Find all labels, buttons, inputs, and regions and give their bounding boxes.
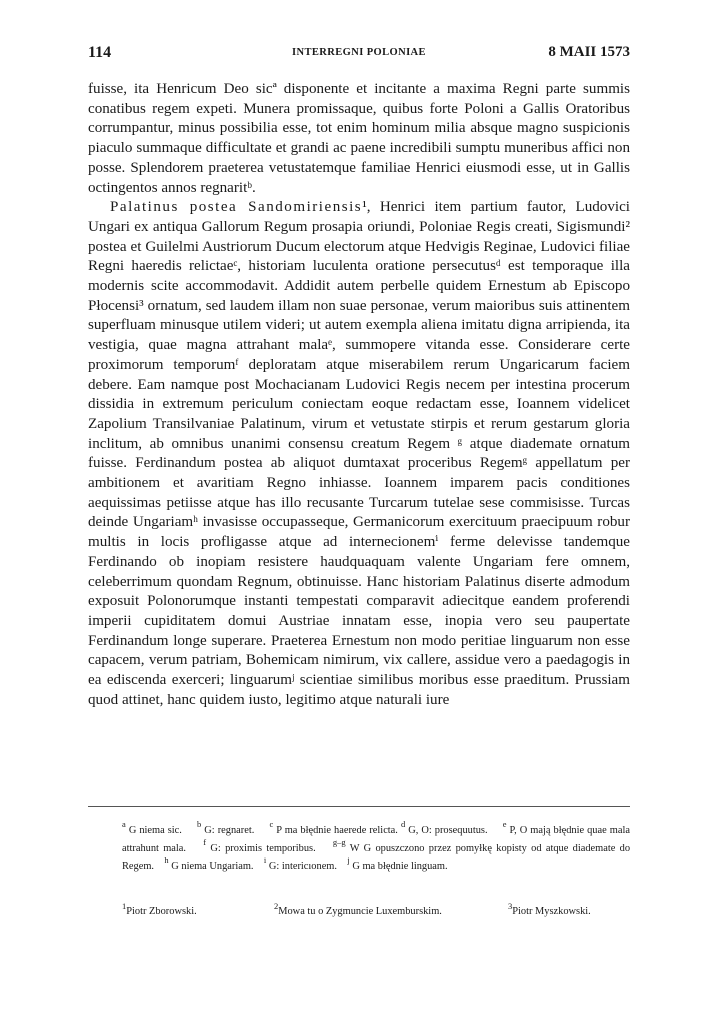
- note-h: G niema Ungariam.: [171, 861, 254, 872]
- note-a: G niema sic.: [128, 825, 182, 836]
- running-title: INTERREGNI POLONIAE: [292, 47, 426, 58]
- page-header: [88, 44, 630, 66]
- reference-1: $^1$ Piotr Zborowski.: [122, 901, 197, 917]
- note-b: G: regnaret.: [204, 825, 255, 836]
- page-number: 114: [88, 44, 112, 61]
- note-c: P ma błędnie haerede relicta.: [276, 825, 398, 836]
- note-d: G, O: prosequutus.: [408, 825, 488, 836]
- note-g: W G opuszczono przez pomyłkę kopisty od atque diademate do Regem.: [122, 843, 631, 872]
- note-e: P, O mają błędnie quae mala attrahunt mala.: [122, 825, 630, 854]
- paragraph-2-lead: Palatinus postea Sandomiriensis: [110, 199, 363, 216]
- historical-references: [122, 901, 630, 924]
- main-text: [88, 80, 630, 711]
- footnote-rule: [88, 806, 630, 807]
- paragraph-1: fuisse, ita Henricum Deo sicª disponente et incitante a maxima Regni parte summis conatibus regem expeti. Munera promissaque, quibus forte Poloni a Gallis Oratoribus corrumpantur, minus possibilia esse, tot enim hominum milia absque magno suspicionis piaculo summaque difficultate et grandi ac paene incredibili sumptu muneribus affici non posse. Splendorem praeterea vetustatemque familiae Henrici eiusmodi esse, ut in Gallis octingentos annos regnaritᵇ.: [88, 81, 630, 196]
- header-date: 8 MAII 1573: [548, 44, 630, 60]
- paragraph-2: [88, 198, 630, 710]
- note-i: G: intericıonem.: [268, 861, 337, 872]
- note-j: G ma błędnie linguam.: [352, 861, 448, 872]
- reference-2: $^2$ Mowa tu o Zygmuncie Luxemburskim.: [274, 901, 442, 917]
- paragraph-2-text: ¹, Henrici item partium fautor, Ludovici Ungari ex antiqua Gallorum Regum prosapia oriundi, Poloniae Regis creati, Sigismundi² postea et Guilelmi Austriorum Ducum electorum atque Hedvigis Reginae, Ludovici filiae Regni haeredis relictaeᶜ, historiam luculenta oratione persecutusᵈ est temporaque illa modernis scite accommodavit. Addidit autem perbelle quidem Ernestum ab Episcopo Płocensi³ ornatum, sed laudem illam non suae personae, verum maioribus suis attinentem superfluam minusque utilem videri; ut autem exempla aliena imitatu digna arripienda, ita vestigia, quae magna attrahant malaᵉ, summopere vitanda esse. Considerare certe proximorum temporumᶠ deploratam atque miserabilem rerum Ungaricarum faciem debere. Eam namque post Mochacianam Ludovici Regis necem per intestina procerum dissidia in extremum periculum coniectam eoque redactam esse, Ioannem videlicet Zapolium Transilvaniae Palatinum, virum et vetustate stirpis et rerum gestarum gloria inclitum, ab omnibus unanimi consensu creatum Regem ᵍ atque diademate ornatum fuisse. Ferdinandum postea ab aliquot dumtaxat proceribus Regemᵍ appellatum per ambitionem et avaritiam Regno inhiasse. Ioannem imparem pacis conditiones aequissimas petiisse atque has illo recusante Turcarum tutelae sese commisisse. Turcas deinde Ungariamʰ invasisse occupasseque, Germanicorum exercituum praecipuum robur multis in locis profligasse atque ad internecionemⁱ ferme delevisse tandemque Ferdinando ob inopiam resistere haudquaquam valente Ungariam fere omnem, celeberrimum quondam Regnum, obtinuisse. Hanc historiam Palatinus diserte admodum exposuit Polonorumque instanti tempestati comparavit adiecitque eandem proferendi imperii cupiditatem domui Austriae innatam esse, inopia vero seu paupertate Ferdinandum longe superare. Praeterea Ernestum non modo peritiae linguarum non esse capacem, verum patriam, Bohemicam nimirum, vix callere, assidue vero a paedagogis in ea ediscenda exerceri; linguarumʲ scientiae similibus moribus esse praeditum. Prussiam quod attinet, hanc quidem iusto, legitimo atque naturali iure: [88, 199, 630, 708]
- textual-notes: $^a$ G niema sic. $^b$ G: regnaret. $^c$ P ma błędnie haerede relicta. $^d$ G, O: prosequutus. $^e$ P, O mają błędnie quae mala attrahunt mala. $^f$ G: proximis temporibus. $^{g-g}$ W G opuszczono przez pomyłkę kopisty od atque diademate do Regem. $^h$ G niema Ungariam. $^i$ G: intericıonem. $^j$ G ma błędnie linguam.: [122, 819, 631, 872]
- note-f: G: proximis temporibus.: [210, 843, 316, 854]
- reference-3: $^3$ Piotr Myszkowski.: [508, 901, 591, 917]
